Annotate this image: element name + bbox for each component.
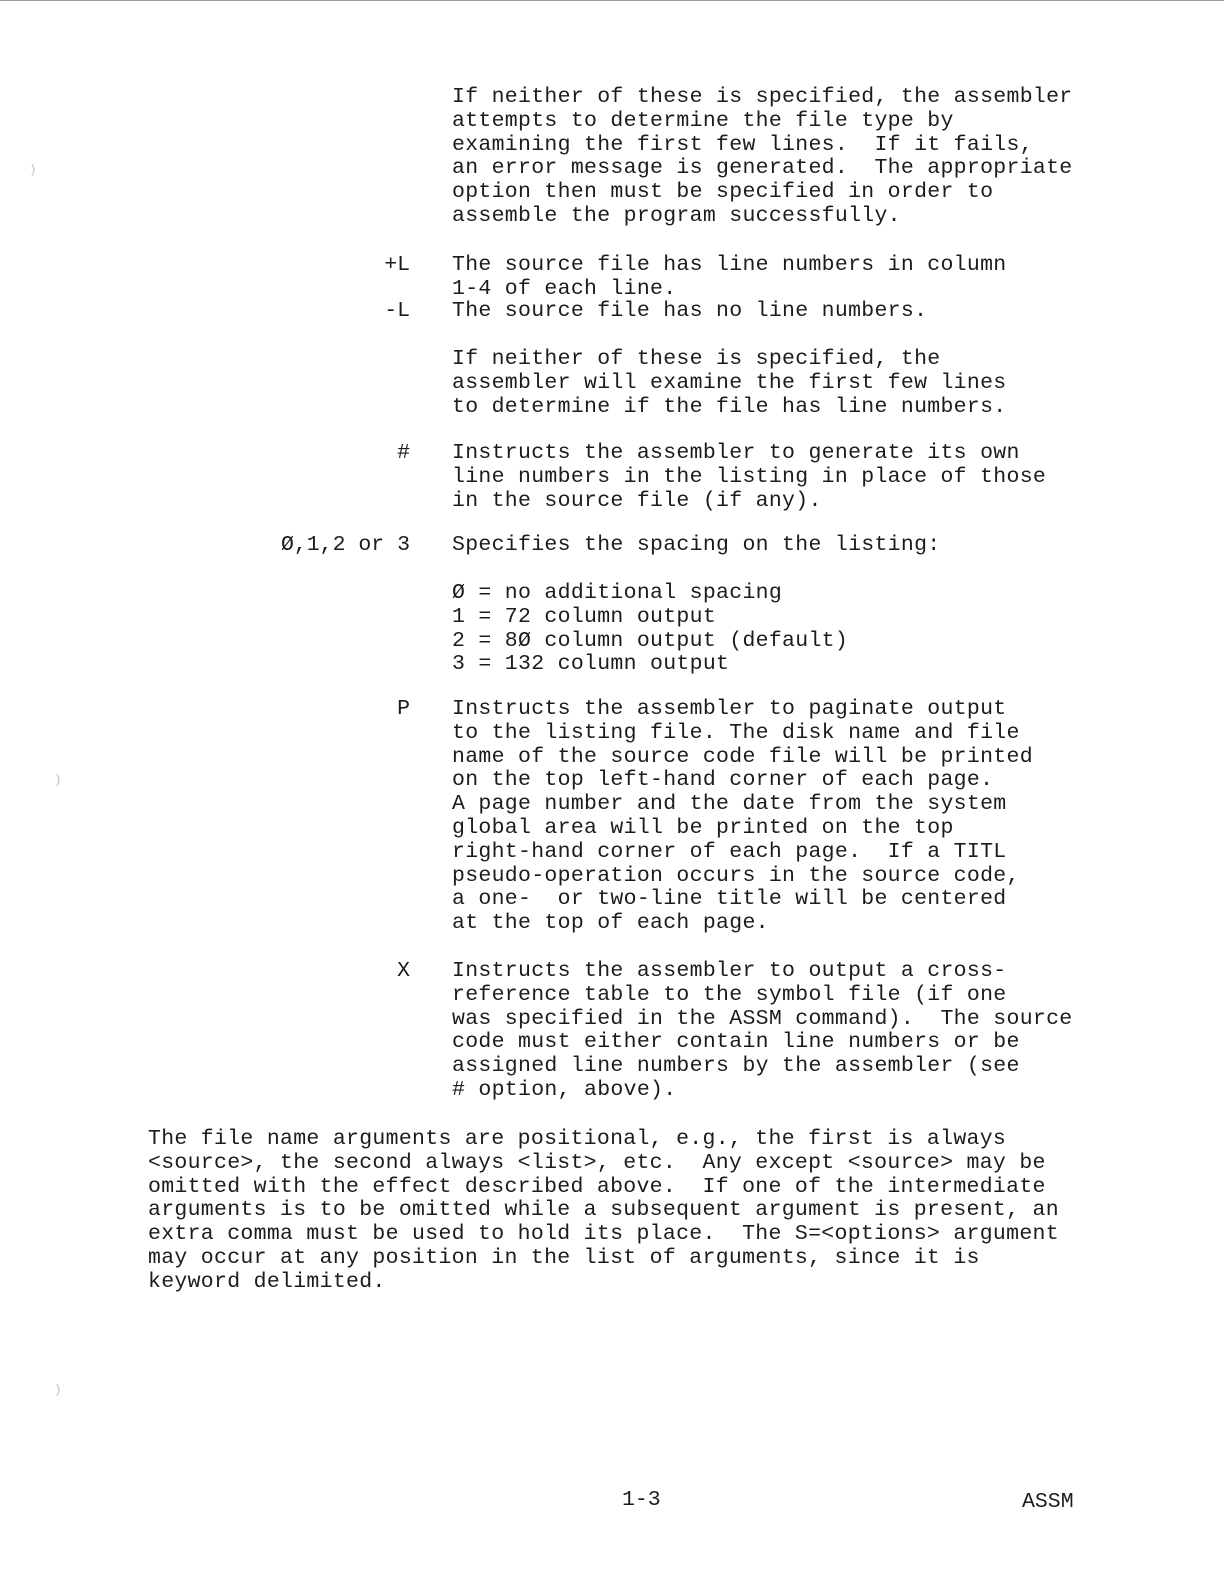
text-line: omitted with the effect described above. If one of the intermediate (148, 1174, 1046, 1199)
option-flag-spacing: Ø,1,2 or 3 (280, 533, 410, 557)
text-line: 1-4 of each line. (452, 276, 677, 301)
text-line: keyword delimited. (148, 1269, 386, 1294)
text-line: attempts to determine the file type by (452, 108, 954, 133)
option-flag-hash: # (397, 441, 410, 465)
option-desc-spacing (452, 534, 940, 558)
scan-mark: ⁾ (55, 1380, 61, 1408)
text-line: # option, above). (452, 1077, 677, 1102)
text-line: If neither of these is specified, the assembler (452, 85, 1073, 109)
option-flag-plus-l: +L (384, 253, 410, 277)
text-line: assembler will examine the first few lines (452, 370, 1007, 395)
text-line: arguments is to be omitted while a subsequent argument is present, an (148, 1198, 1059, 1223)
text-line: A page number and the date from the system (452, 792, 1007, 817)
text-line: at the top of each page. (452, 911, 769, 936)
text-line: pseudo-operation occurs in the source code, (452, 863, 1020, 888)
text-line: Instructs the assembler to paginate output (452, 697, 1007, 721)
text-line: 3 = 132 column output (452, 652, 730, 677)
option-flag-minus-l: -L (384, 299, 410, 323)
text-line: 2 = 8Ø column output (default) (452, 628, 849, 653)
text-line: to determine if the file has line numbers. (452, 394, 1007, 419)
option-desc-hash (452, 442, 1046, 513)
text-line: right-hand corner of each page. If a TITL (452, 839, 1007, 864)
text-line: Instructs the assembler to output a cross- (452, 959, 1007, 983)
intro-paragraph (452, 86, 1073, 229)
text-line: an error message is generated. The appropriate (452, 156, 1073, 181)
text-line: examining the first few lines. If it fails, (452, 132, 1033, 157)
text-line: The file name arguments are positional, e.g., the first is always (148, 1127, 1007, 1151)
text-line: <source>, the second always <list>, etc. Any except <source> may be (148, 1150, 1046, 1175)
text-line: extra comma must be used to hold its place. The S=<options> argument (148, 1222, 1059, 1247)
text-line: Specifies the spacing on the listing: (452, 533, 941, 557)
text-line: Ø = no additional spacing (452, 581, 783, 605)
spacing-values-list (452, 582, 848, 677)
text-line: in the source file (if any). (452, 488, 822, 513)
option-flag-x: X (397, 959, 410, 983)
text-line: reference table to the symbol file (if one (452, 982, 1007, 1007)
option-desc-x (452, 960, 1073, 1103)
text-line: If neither of these is specified, the (452, 347, 941, 371)
text-line: The source file has no line numbers. (452, 299, 928, 323)
text-line: assigned line numbers by the assembler (see (452, 1054, 1020, 1079)
text-line: may occur at any position in the list of arguments, since it is (148, 1245, 980, 1270)
text-line: option then must be specified in order to (452, 180, 994, 205)
text-line: name of the source code file will be printed (452, 744, 1033, 769)
text-line: global area will be printed on the top (452, 815, 954, 840)
option-desc-minus-l (452, 300, 927, 324)
text-line: on the top left-hand corner of each page. (452, 768, 994, 793)
text-line: code must either contain line numbers or be (452, 1030, 1020, 1055)
text-line: 1 = 72 column output (452, 604, 717, 629)
line-numbers-note (452, 348, 1007, 419)
text-line: a one- or two-line title will be centered (452, 887, 1007, 912)
text-line: line numbers in the listing in place of those (452, 464, 1047, 489)
section-label: ASSM (1022, 1490, 1074, 1514)
text-line: The source file has line numbers in column (452, 253, 1007, 277)
closing-paragraph (148, 1128, 1059, 1295)
text-line: was specified in the ASSM command). The source (452, 1006, 1073, 1031)
text-line: to the listing file. The disk name and file (452, 720, 1020, 745)
option-desc-plus-l (452, 254, 1007, 302)
text-line: Instructs the assembler to generate its own (452, 441, 1020, 465)
scan-mark: ⁾ (55, 770, 61, 798)
text-line: assemble the program successfully. (452, 203, 901, 228)
page-number: 1-3 (622, 1488, 661, 1512)
option-flag-p: P (397, 697, 410, 721)
scan-mark: ⁾ (30, 160, 36, 188)
option-desc-p (452, 698, 1033, 936)
